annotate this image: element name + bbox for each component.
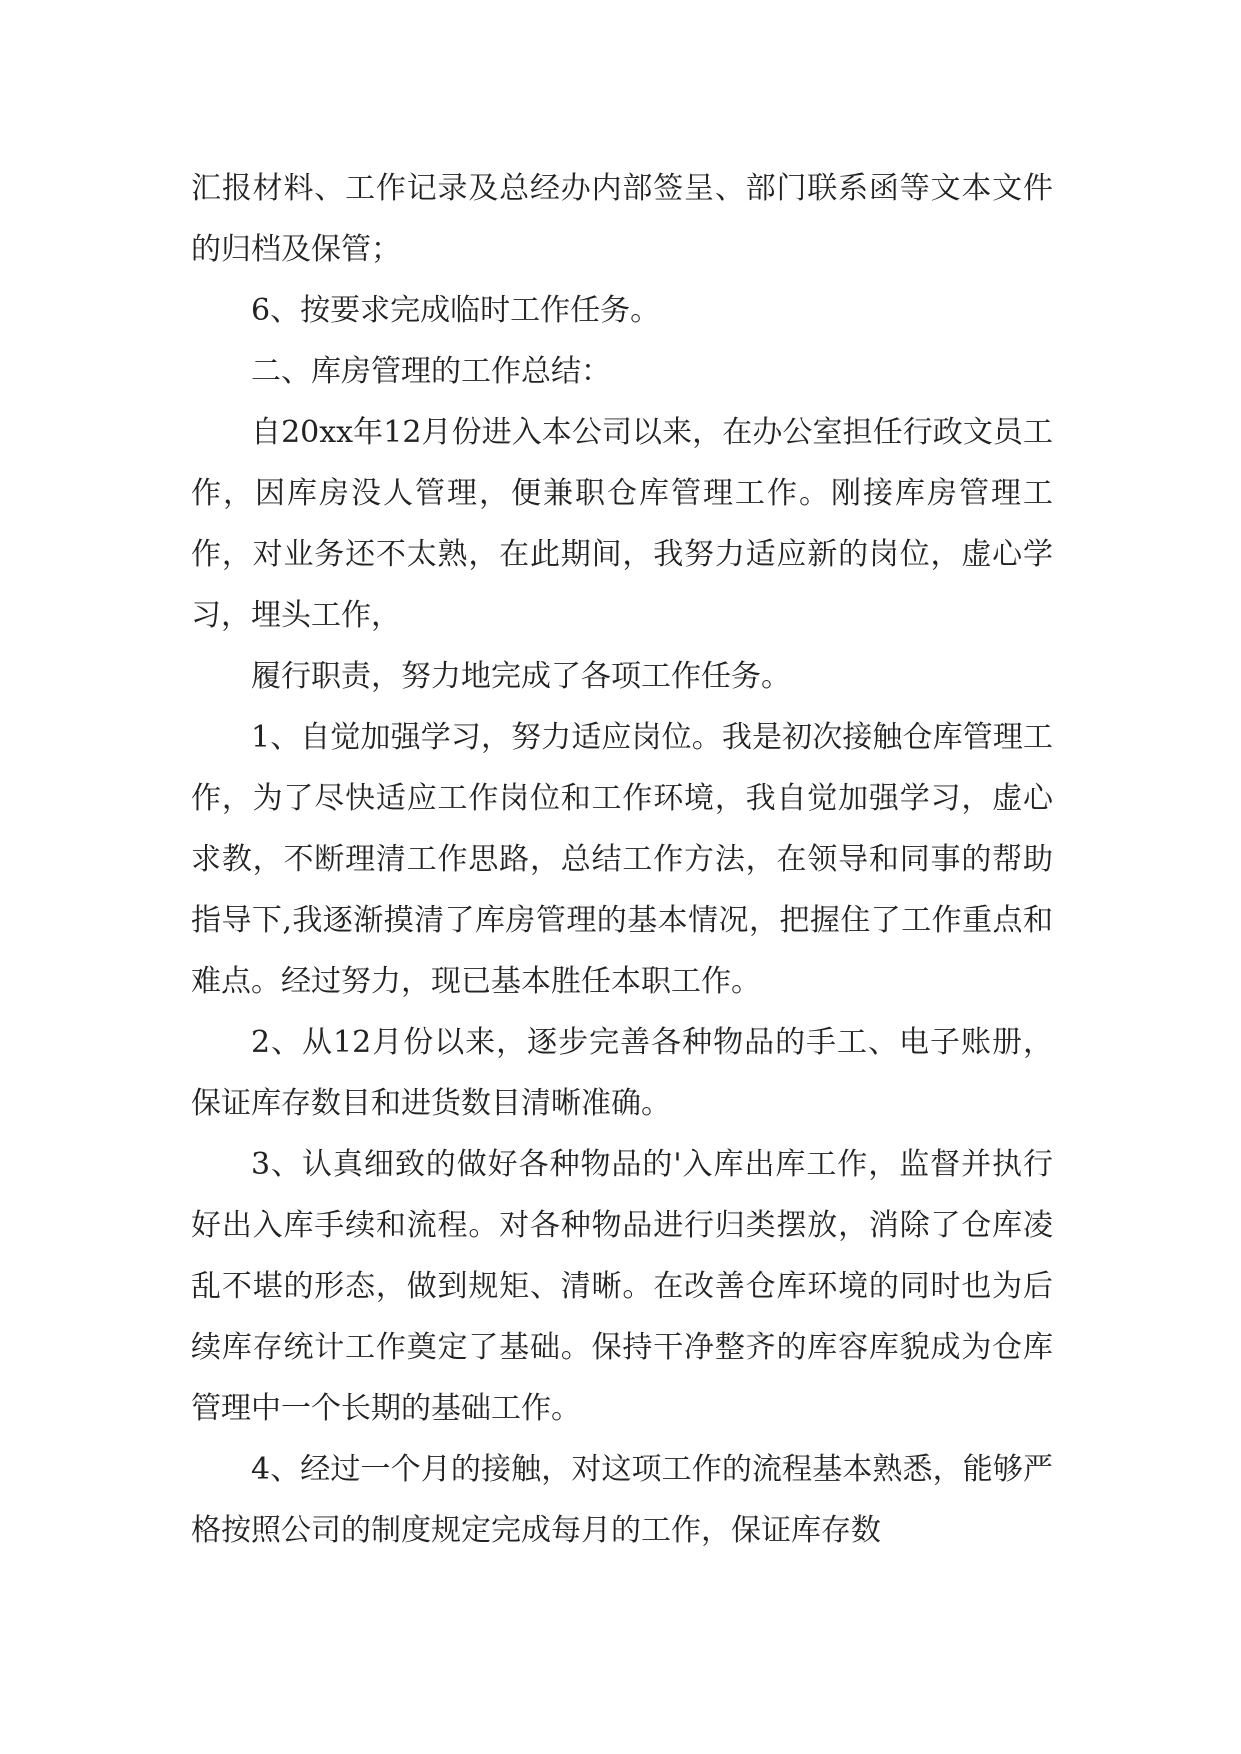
document-body bbox=[191, 158, 1053, 1561]
paragraph-archive-duties: 汇报材料、工作记录及总经办内部签呈、部门联系函等文本文件的归档及保管； bbox=[191, 171, 1053, 267]
section-heading-warehouse-summary: 二、库房管理的工作总结： bbox=[251, 354, 611, 389]
paragraph-duties-fulfilled: 履行职责，努力地完成了各项工作任务。 bbox=[251, 659, 791, 694]
paragraph-intro: 自20xx年12月份进入本公司以来，在办公室担任行政文员工作，因库房没人管理，便兼职仓库管理工作。刚接库房管理工作，对业务还不太熟，在此期间，我努力适应新的岗位，虚心学习，埋头工作， bbox=[191, 415, 1053, 633]
paragraph-item-6: 6、按要求完成临时工作任务。 bbox=[251, 293, 661, 328]
paragraph-point-3: 3、认真细致的做好各种物品的'入库出库工作，监督并执行好出入库手续和流程。对各种物品进行归类摆放，消除了仓库凌乱不堪的形态，做到规矩、清晰。在改善仓库环境的同时也为后续库存统计工作奠定了基础。保持干净整齐的库容库貌成为仓库管理中一个长期的基础工作。 bbox=[191, 1147, 1053, 1426]
paragraph-point-4: 4、经过一个月的接触，对这项工作的流程基本熟悉，能够严格按照公司的制度规定完成每月的工作，保证库存数 bbox=[191, 1452, 1053, 1548]
paragraph-point-1: 1、自觉加强学习，努力适应岗位。我是初次接触仓库管理工作，为了尽快适应工作岗位和工作环境，我自觉加强学习，虚心求教，不断理清工作思路，总结工作方法，在领导和同事的帮助指导下,我逐渐摸清了库房管理的基本情况，把握住了工作重点和难点。经过努力，现已基本胜任本职工作。 bbox=[191, 720, 1053, 999]
paragraph-point-2: 2、从12月份以来，逐步完善各种物品的手工、电子账册，保证库存数目和进货数目清晰准确。 bbox=[191, 1025, 1053, 1121]
